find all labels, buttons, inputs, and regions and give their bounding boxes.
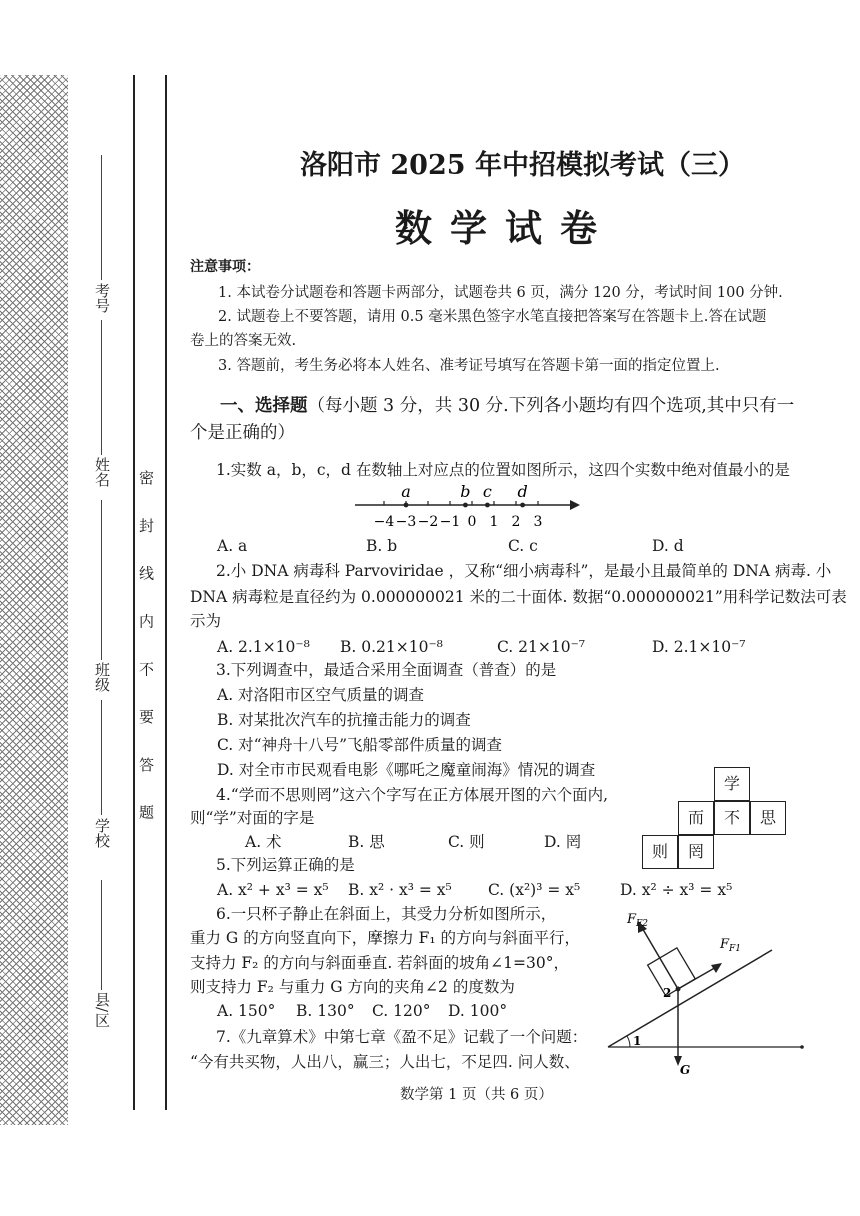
exam-title: 洛阳市 2025 年中招模拟考试（三） [300,150,745,181]
label-g: G [680,1063,691,1077]
label-angle-2: 2 [663,986,672,1000]
binding-line-outer [133,75,135,1110]
q1-stem: 1.实数 a，b，c，d 在数轴上对应点的位置如图所示，这四个实数中绝对值最小的是 [216,461,790,479]
q3-option-b: B. 对某批次汽车的抗撞击能力的调查 [217,711,471,729]
tick-label: −1 [439,514,461,530]
school-label: 学校 [93,818,111,848]
q4-stem-b: 则“学”对面的字是 [190,809,315,827]
tick-label: −3 [395,514,417,530]
point-c [485,503,490,508]
q1-option-d: D. d [652,537,684,555]
q6-line-1: 6.一只杯子静止在斜面上，其受力分析如图所示， [216,905,557,923]
q6-option-d: D. 100° [448,1002,508,1020]
q6-option-b: B. 130° [296,1002,355,1020]
name-blank [101,320,102,455]
net-cell-wang: 罔 [678,835,714,869]
point-a [404,503,409,508]
q6-option-a: A. 150° [217,1002,276,1020]
q5-option-c: C. (x²)³ = x⁵ [488,881,581,899]
force-diagram [600,905,810,1080]
class-label: 班级 [93,662,111,692]
q5-option-d: D. x² ÷ x³ = x⁵ [620,881,733,899]
section-desc-b: 个是正确的） [190,423,295,443]
q1-option-a: A. a [217,537,248,555]
number-line [350,478,590,534]
q6-option-c: C. 120° [372,1002,431,1020]
binding-hatch [0,75,68,1125]
q3-stem: 3.下列调查中，最适合采用全面调查（普查）的是 [216,661,557,679]
tick-label: 0 [467,514,477,530]
notice-item-3: 3. 答题前，考生务必将本人姓名、准考证号填写在答题卡第一面的指定位置上. [218,358,720,374]
net-cell-si: 思 [750,801,786,835]
section-desc-a: （每小题 3 分，共 30 分.下列各小题均有四个选项,其中只有一 [307,396,795,416]
class-blank [101,500,102,660]
q7-line-2: “今有共买物，人出八，赢三；人出七，不足四. 问人数、 [190,1053,580,1071]
notice-item-2b: 卷上的答案无效. [190,333,297,349]
q3-option-c: C. 对“神舟十八号”飞船零部件质量的调查 [217,736,503,754]
school-blank [101,700,102,815]
q7-line-1: 7.《九章算术》中第七章《盈不足》记载了一个问题： [216,1028,588,1046]
county-label: 县/区 [93,992,111,1028]
point-label: a [401,482,411,501]
q2-option-a: A. 2.1×10⁻⁸ [217,638,310,656]
q2-option-c: C. 21×10⁻⁷ [497,638,585,656]
point-label: d [517,482,528,501]
point-label: c [482,482,492,501]
q4-stem-a: 4.“学而不思则罔”这六个字写在正方体展开图的六个面内, [216,786,609,804]
exam-no-blank [101,155,102,280]
q1-option-c: C. c [508,537,538,555]
q4-option-a: A. 术 [245,833,282,851]
section-heading: 一、选择题 [220,396,308,416]
q6-line-2: 重力 G 的方向竖直向下，摩擦力 F₁ 的方向与斜面平行， [190,929,581,947]
q6-line-4: 则支持力 F₂ 与重力 G 方向的夹角∠2 的度数为 [190,978,515,996]
seal-notice: 密 封 线 内 不 要 答 题 [137,470,155,834]
label-f2: $F_{F2}$ [627,912,649,929]
notice-item-1: 1. 本试卷分试题卷和答题卡两部分，试题卷共 6 页，满分 120 分，考试时间 100 分钟. [218,285,783,301]
q3-option-a: A. 对洛阳市区空气质量的调查 [217,686,425,704]
net-cell-xue: 学 [714,767,750,801]
tick-label: 2 [511,514,521,530]
q5-option-a: A. x² + x³ = x⁵ [217,881,329,899]
subject-title: 数学试卷 [395,206,615,250]
tick-label: 1 [489,514,499,530]
label-angle-1: 1 [633,1034,642,1048]
q5-option-b: B. x² · x³ = x⁵ [348,881,452,899]
notice-item-2a: 2. 试题卷上不要答题，请用 0.5 毫米黑色签字水笔直接把答案写在答题卡上.答在试题 [218,309,767,325]
net-cell-bu: 不 [714,801,750,835]
net-cell-ze: 则 [642,835,678,869]
notice-heading: 注意事项： [190,259,260,275]
binding-line-inner [165,75,167,1110]
q6-line-3: 支持力 F₂ 的方向与斜面垂直. 若斜面的坡角∠1=30°， [190,954,569,972]
q2-option-b: B. 0.21×10⁻⁸ [340,638,443,656]
q4-option-d: D. 罔 [544,833,582,851]
name-label: 姓名 [93,457,111,487]
point-d [520,503,525,508]
q3-option-d: D. 对全市市民观看电影《哪吒之魔童闹海》情况的调查 [217,761,596,779]
q2-option-d: D. 2.1×10⁻⁷ [652,638,746,656]
tick-label: −2 [417,514,439,530]
net-cell-er: 而 [678,801,714,835]
label-f1: $F_{F1}$ [720,937,742,954]
page-footer: 数学第 1 页（共 6 页） [400,1087,553,1103]
tick-label: −4 [373,514,395,530]
point-b [463,503,468,508]
point-label: b [460,482,471,501]
tick-label: 3 [533,514,543,530]
q4-option-b: B. 思 [348,833,385,851]
exam-no-label: 考号 [93,283,111,313]
q2-line-3: 示为 [190,612,222,630]
q4-option-c: C. 则 [448,833,485,851]
q2-line-1: 2.小 DNA 病毒科 Parvoviridae ，又称“细小病毒科”，是最小且最简单的 DNA 病毒. 小 [216,562,832,580]
q5-stem: 5.下列运算正确的是 [216,856,355,874]
q2-line-2: DNA 病毒粒是直径约为 0.000000021 米的二十面体. 数据“0.000000021”用科学记数法可表 [190,588,847,606]
county-blank [101,880,102,990]
q1-option-b: B. b [366,537,398,555]
